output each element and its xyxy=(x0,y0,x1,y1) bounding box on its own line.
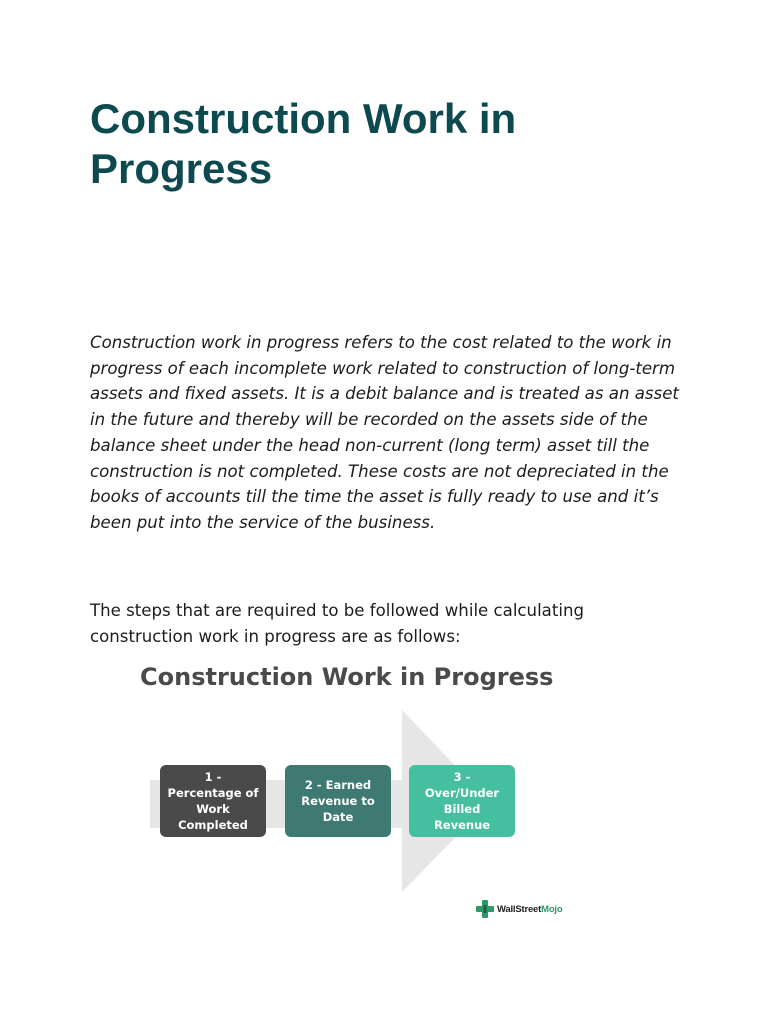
watermark-text-wallstreet: WallStreet xyxy=(497,903,542,915)
step-percentage-work-completed: 1 - Percentage of Work Completed xyxy=(160,765,266,837)
watermark-text-mojo: Mojo xyxy=(541,903,563,915)
intro-paragraph: Construction work in progress refers to the cost related to the work in progress of each incomplete work related to construction of long-term assets and fixed assets. It is a debit balance and is treated as an asset in the future and thereby will be recorded on the assets side of the balance sheet under the head non-current (long term) asset till the construction is not completed. These costs are not depreciated in the books of accounts till the time the asset is fully ready to use and it’s been put into the service of the business. xyxy=(90,333,679,532)
wallstreetmojo-watermark xyxy=(476,900,562,918)
steps-intro-paragraph: The steps that are required to be followed while calculating construction work in progress are as follows: xyxy=(90,601,585,646)
step-earned-revenue-to-date: 2 - Earned Revenue to Date xyxy=(285,765,391,837)
step-over-under-billed-revenue: 3 - Over/Under Billed Revenue xyxy=(409,765,515,837)
watermark-text xyxy=(497,904,562,915)
wallstreetmojo-logo-icon xyxy=(476,900,494,918)
page-title: Construction Work in Progress xyxy=(90,95,517,192)
diagram-title: Construction Work in Progress xyxy=(140,663,554,691)
process-diagram xyxy=(130,660,580,925)
